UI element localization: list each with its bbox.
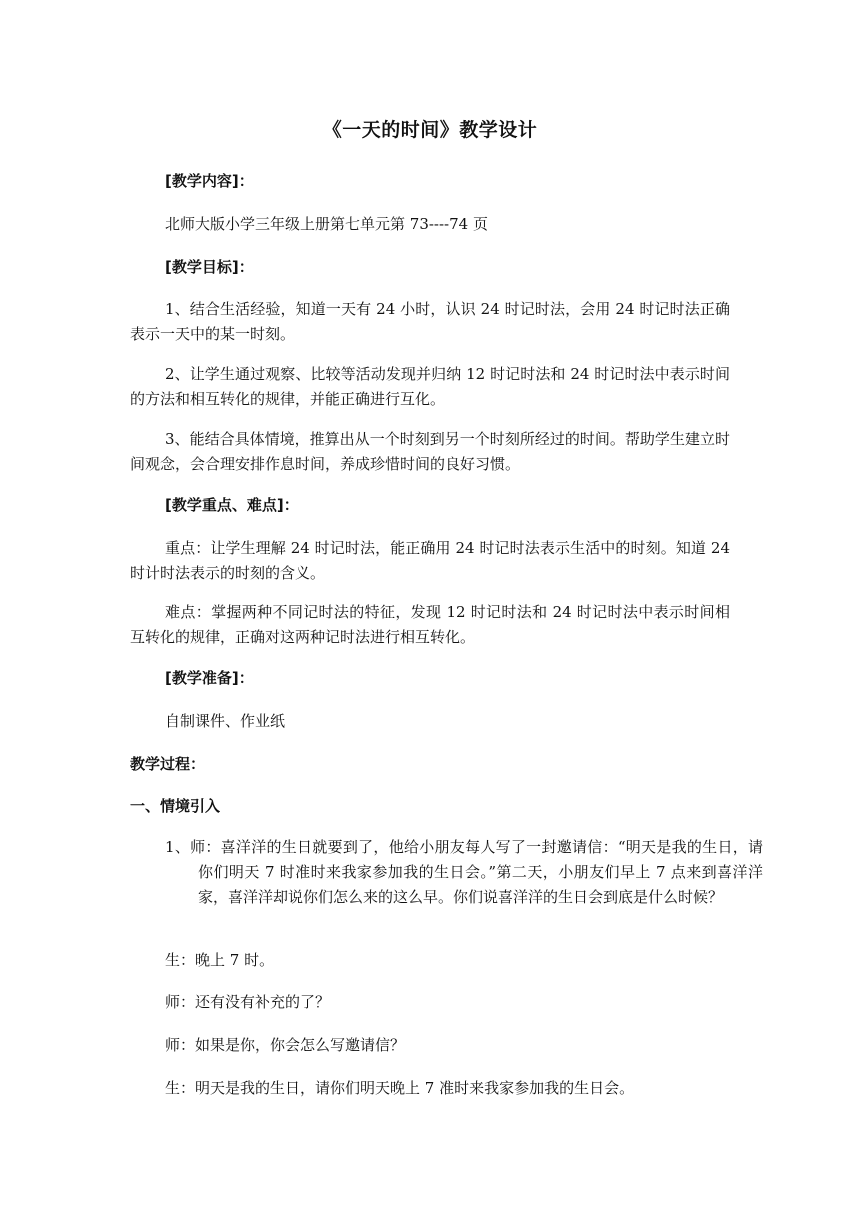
- dialogue-line-2: 师：还有没有补充的了？: [165, 993, 331, 1011]
- content-heading: [教学内容]：: [165, 172, 254, 190]
- goal-item-3: 3、能结合具体情境，推算出从一个时刻到另一个时刻所经过的时间。帮助学生建立时间观念，会合理安排作息时间，养成珍惜时间的良好习惯。: [130, 430, 730, 473]
- content-text: 北师大版小学三年级上册第七单元第 73----74 页: [165, 215, 488, 233]
- key-point: 重点：让学生理解 24 时记时法，能正确用 24 时记时法表示生活中的时刻。知道 24 时计时法表示的时刻的含义。: [130, 539, 730, 582]
- goals-heading: [教学目标]：: [165, 258, 254, 276]
- process-heading: 教学过程：: [130, 755, 206, 773]
- document-title: 《一天的时间》教学设计: [322, 119, 538, 141]
- goal-item-1: 1、结合生活经验，知道一天有 24 小时，认识 24 时记时法，会用 24 时记时法正确表示一天中的某一时刻。: [130, 300, 730, 343]
- prep-text: 自制课件、作业纸: [165, 712, 286, 730]
- section1-item-1: 1、师：喜洋洋的生日就要到了，他给小朋友每人写了一封邀请信：“明天是我的生日，请你们明天 7 时准时来我家参加我的生日会。”第二天，小朋友们早上 7 点来到喜洋洋家，喜洋洋却说你们怎么来的这么早。你们说喜洋洋的生日会到底是什么时候？: [165, 838, 763, 906]
- dialogue-line-1: 生：晚上 7 时。: [165, 951, 275, 969]
- section1-heading: 一、情境引入: [130, 797, 221, 815]
- dialogue-line-3: 师：如果是你，你会怎么写邀请信？: [165, 1036, 406, 1054]
- goal-item-2: 2、让学生通过观察、比较等活动发现并归纳 12 时记时法和 24 时记时法中表示时间的方法和相互转化的规律，并能正确进行互化。: [130, 365, 730, 408]
- prep-heading: [教学准备]：: [165, 669, 254, 687]
- difficult-point: 难点：掌握两种不同记时法的特征，发现 12 时记时法和 24 时记时法中表示时间相互转化的规律，正确对这两种记时法进行相互转化。: [130, 603, 730, 646]
- key-heading: [教学重点、难点]：: [165, 496, 299, 514]
- dialogue-line-4: 生：明天是我的生日，请你们明天晚上 7 准时来我家参加我的生日会。: [165, 1079, 635, 1097]
